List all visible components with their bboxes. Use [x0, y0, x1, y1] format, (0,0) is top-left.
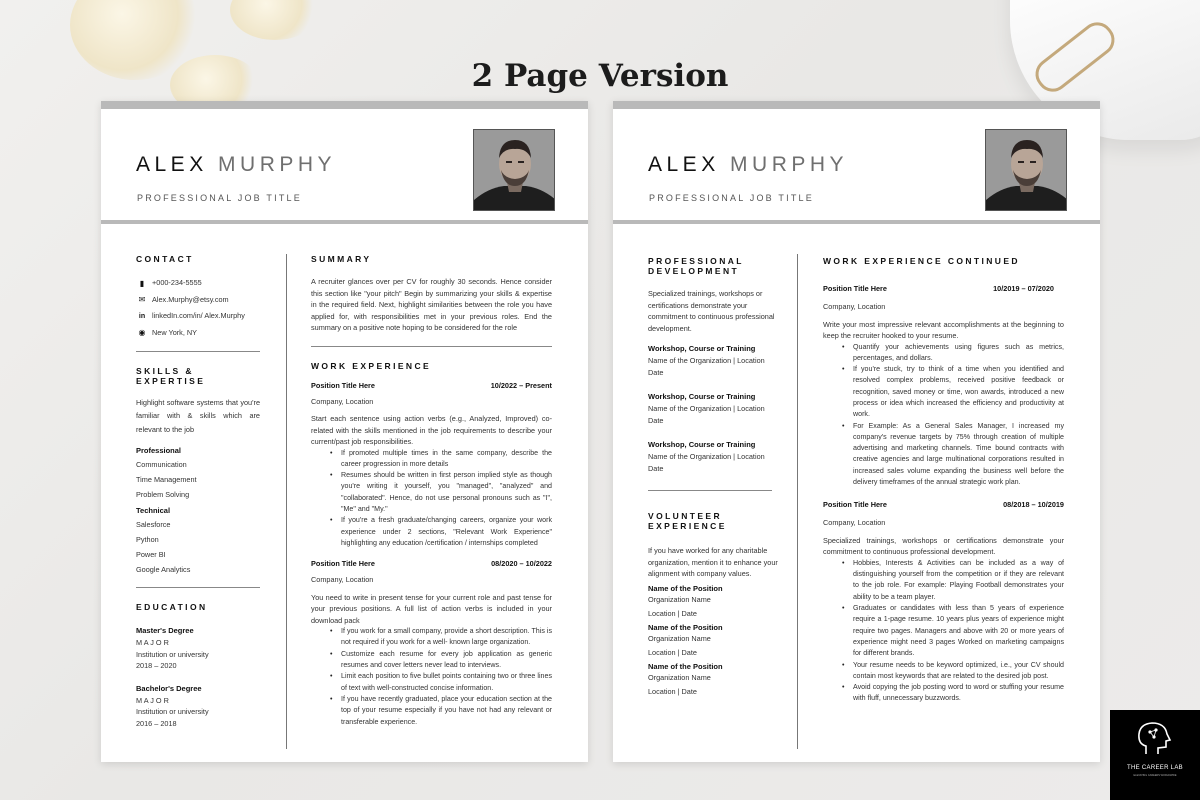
institution: Institution or university [136, 707, 209, 716]
training-org: Name of the Organization | Location [648, 404, 765, 413]
volunteer-org: Organization Name [648, 672, 711, 682]
position-title: Position Title Here [311, 559, 375, 569]
skill-group-title: Professional [136, 446, 182, 455]
resume-header [101, 109, 588, 224]
major: M A J O R [136, 638, 169, 647]
candidate-name [648, 153, 848, 177]
position-description: Write your most impressive relevant accomplishments at the beginning to keep the recruiter hooked to your resume. [823, 319, 1064, 340]
degree: Bachelor's Degree [136, 683, 202, 693]
skill-item: Google Analytics [136, 565, 191, 574]
column-divider [797, 254, 798, 749]
bullet-item: • Resumes should be written in first person implied style as though you're writing it yourself, you "managed", "analyzed" and "collaborated". Hence, do not use personal pronouns such as "I", "Me" and "My." [331, 470, 552, 515]
position-row [311, 559, 552, 568]
position-dates: 08/2018 – 10/2019 [1003, 500, 1064, 510]
education-years: 2018 – 2020 [136, 661, 177, 670]
summary-heading: SUMMARY [311, 254, 372, 264]
resume-header [613, 109, 1100, 224]
company-location: Company, Location [311, 575, 374, 585]
logo-brand: THE CAREER LAB [1127, 765, 1183, 771]
email-icon: ✉ [138, 295, 146, 304]
skill-item: Communication [136, 460, 187, 469]
divider [311, 346, 552, 347]
training-org: Name of the Organization | Location [648, 356, 765, 365]
background-flower [230, 0, 320, 40]
prof-dev-heading-line2: DEVELOPMENT [648, 266, 740, 276]
volunteer-heading-line2: EXPERIENCE [648, 521, 727, 531]
bullet-item: • Limit each position to five bullet points containing two or three lines of text with well-constructed concise information. [331, 671, 552, 694]
position-dates: 10/2019 – 07/2020 [993, 284, 1054, 293]
skill-list [136, 457, 260, 502]
linkedin-icon: in [138, 312, 146, 320]
training-title: Workshop, Course or Training [648, 344, 756, 353]
head-circuit-icon [1110, 710, 1200, 765]
position-title: Position Title Here [823, 284, 887, 293]
company-location: Company, Location [823, 302, 886, 311]
logo-tagline: ELEVATING CAREERS WORLDWIDE [1133, 774, 1177, 777]
skill-list [136, 517, 260, 577]
divider [136, 351, 260, 352]
bullet-list [331, 448, 552, 550]
training-org: Name of the Organization | Location [648, 452, 765, 461]
training-date: Date [648, 415, 664, 425]
volunteer-position: Name of the Position [648, 622, 723, 632]
volunteer-intro: If you have worked for any charitable organization, mention it to enhance your alignment with company values. [648, 546, 778, 578]
training-title: Workshop, Course or Training [648, 440, 756, 449]
position-description: You need to write in present tense for your current role and past tense for your previous positions. A full list of action verbs is included in your download pack [311, 592, 552, 625]
career-lab-logo [1110, 710, 1200, 800]
training-date: Date [648, 367, 664, 377]
first-name: ALEX [648, 153, 720, 176]
contact-linkedin: in linkedIn.com/in/ Alex.Murphy [136, 311, 260, 321]
skill-item: Problem Solving [136, 490, 190, 499]
position-description: Start each sentence using action verbs (e.g., Analyzed, Improved) co-related with the skills mentioned in the job requirements to describe your current/past job responsibilities. [311, 414, 552, 446]
bullet-item: • Quantify your achievements using figures such as metrics, percentages, and dollars. [843, 342, 1064, 365]
training-title: Workshop, Course or Training [648, 392, 756, 401]
prof-dev-intro: Specialized trainings, workshops or certifications demonstrate your commitment to continuous professional development. [648, 289, 775, 333]
contact-email: ✉ Alex.Murphy@etsy.com [136, 295, 260, 305]
bullet-item: • If you work for a small company, provide a short description. This is not required if you work for a well- known large organization. [331, 626, 552, 649]
position-row [823, 284, 1064, 293]
skill-item: Power BI [136, 550, 166, 559]
contact-location: ◉ New York, NY [136, 328, 260, 338]
volunteer-location: Location | Date [648, 608, 697, 618]
bullet-item: • Avoid copying the job posting word to word or stuffing your resume with fluff, unnecessary buzzwords. [843, 682, 1064, 705]
bullet-list [331, 626, 552, 728]
profile-photo [985, 129, 1067, 211]
bullet-item: • Hobbies, Interests & Activities can be included as a way of distinguishing yourself from the competition or if they are relevant to the job role. For example: Playing Football demonstrates your ability to be a team player. [843, 558, 1064, 603]
divider [648, 490, 772, 491]
job-title: PROFESSIONAL JOB TITLE [137, 193, 302, 203]
bullet-item: • Customize each resume for every job application as generic resumes and cover letters never lead to interviews. [331, 649, 552, 672]
bullet-item: • For Example: As a General Sales Manager, I increased my company's revenue targets by 75% through creation of multiple advertising and marketing channels. Time bound contracts with creative agencies and large multinational corporations resulted in increased sales volume expanding the business well before the delivery timeframes of the annual strategic work plan. [843, 421, 1064, 489]
last-name: MURPHY [730, 153, 849, 176]
bullet-item: • Graduates or candidates with less than 5 years of experience require a 1-page resume. 10 years plus years of experience might require two pages. Managers and above with 20 or more years of experience might need 3 pages Worked on marketing campaigns for different brands. [843, 603, 1064, 659]
company-location: Company, Location [823, 518, 886, 528]
degree: Master's Degree [136, 626, 194, 635]
contact-heading: CONTACT [136, 254, 194, 264]
volunteer-position: Name of the Position [648, 583, 723, 593]
divider [136, 587, 260, 588]
skill-item: Time Management [136, 475, 197, 484]
volunteer-org: Organization Name [648, 594, 711, 604]
bullet-item: • If you're stuck, try to think of a time when you identified and resolved complex problems, received positive feedback or recognition, saved money or time, won awards, introduced a new process or idea which increased the efficiency and productivity at work. [843, 364, 1064, 420]
position-dates: 10/2022 – Present [490, 380, 552, 390]
bullet-item: • If you're a fresh graduate/changing careers, organize your work experience under 2 sections, "Relevant Work Experience" highlighting any education /certification / internships completed [331, 515, 552, 549]
contact-phone: ▮ +000-234-5555 [136, 278, 260, 288]
resume-page-1 [101, 101, 588, 762]
page-heading: 2 Page Version [471, 58, 729, 94]
bullet-item: • If you have recently graduated, place your education section at the top of your resume especially if you have not had any relevant or transferable experience. [331, 694, 552, 728]
volunteer-heading: VOLUNTEER [648, 511, 723, 521]
column-divider [286, 254, 287, 749]
profile-photo [473, 129, 555, 211]
phone-icon: ▮ [139, 278, 145, 288]
volunteer-position: Name of the Position [648, 661, 723, 671]
volunteer-location: Location | Date [648, 686, 697, 696]
position-title: Position Title Here [823, 500, 887, 510]
volunteer-org: Organization Name [648, 633, 711, 643]
last-name: MURPHY [218, 153, 337, 176]
position-description: Specialized trainings, workshops or certifications demonstrate your commitment to continuous professional development. [823, 535, 1064, 557]
skills-heading: SKILLS & EXPERTISE [136, 365, 206, 386]
institution: Institution or university [136, 649, 209, 659]
company-location: Company, Location [311, 396, 374, 406]
position-row [311, 381, 552, 390]
skill-item: Python [136, 535, 159, 544]
position-row [823, 500, 1064, 509]
skill-group-title: Technical [136, 506, 171, 515]
prof-dev-heading: PROFESSIONAL [648, 256, 744, 266]
location-pin-icon: ◉ [138, 328, 146, 337]
education-years: 2016 – 2018 [136, 718, 177, 728]
bullet-list [843, 558, 1064, 705]
position-title: Position Title Here [311, 380, 375, 390]
skills-intro: Highlight software systems that you're familiar with & skills which are relevant to the job [136, 397, 260, 434]
major: M A J O R [136, 695, 169, 705]
first-name: ALEX [136, 153, 208, 176]
job-title: PROFESSIONAL JOB TITLE [649, 193, 814, 203]
position-dates: 08/2020 – 10/2022 [491, 559, 552, 569]
candidate-name [136, 153, 336, 177]
summary-text: A recruiter glances over per CV for roughly 30 seconds. Hence consider this section like "your pitch" Begin by summarizing your skills & expertise in the required field. Next, highlight similarities between the role you have applied for, with responsibilities met in your previous roles. End the summary on a positive note hoping to be considered for the role [311, 277, 552, 332]
bullet-item: • If promoted multiple times in the same company, describe the career progression in more details [331, 448, 552, 471]
resume-page-2 [613, 101, 1100, 762]
work-continued-heading: WORK EXPERIENCE CONTINUED [823, 256, 1020, 266]
training-date: Date [648, 463, 664, 473]
skill-item: Salesforce [136, 520, 171, 529]
volunteer-location: Location | Date [648, 647, 697, 657]
education-heading: EDUCATION [136, 602, 208, 612]
bullet-list [843, 342, 1064, 489]
work-experience-heading: WORK EXPERIENCE [311, 360, 432, 371]
bullet-item: • Your resume needs to be keyword optimized, i.e., your CV should contain most keywords that are related to the desired job post. [843, 660, 1064, 683]
